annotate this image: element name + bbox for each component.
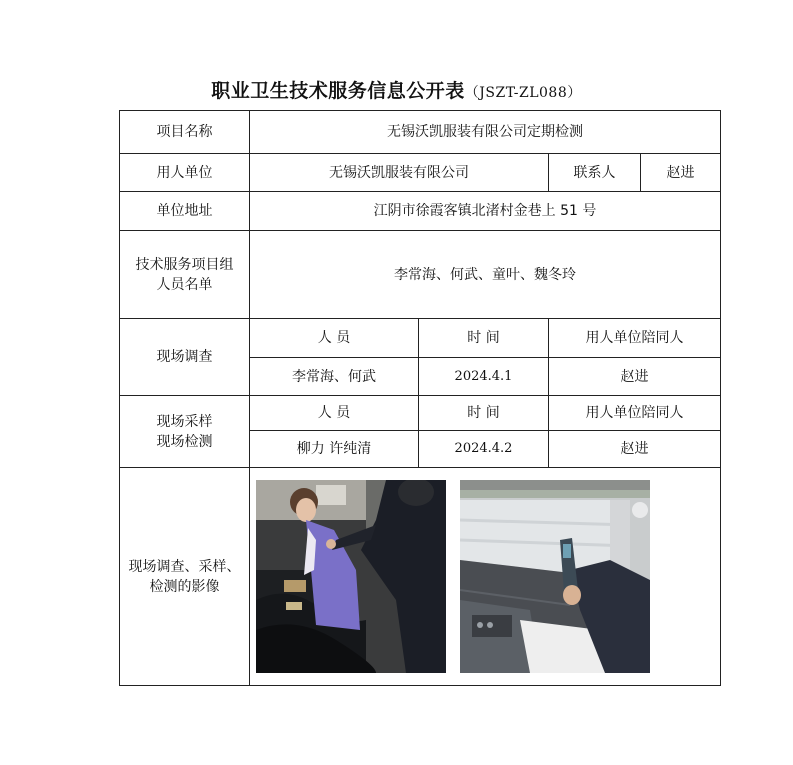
team-label-line2: 人员名单 [156, 276, 213, 293]
sampling-date: 2024.4.2 [419, 431, 549, 468]
survey-escort: 赵进 [549, 358, 721, 396]
survey-header-row [120, 319, 721, 358]
address-value: 江阴市徐霞客镇北渚村金巷上 51 号 [250, 192, 721, 231]
images-row [120, 468, 721, 686]
photo-strip [250, 480, 720, 673]
survey-label: 现场调查 [120, 319, 250, 396]
sampling-photo [460, 480, 650, 673]
sampling-label [120, 396, 250, 468]
address-row [120, 192, 721, 231]
sampling-persons: 柳力 许纯清 [250, 431, 419, 468]
employer-row [120, 154, 721, 192]
survey-photo [256, 480, 446, 673]
contact-value: 赵进 [641, 154, 721, 192]
project-label: 项目名称 [120, 111, 250, 154]
images-label-line2: 检测的影像 [149, 578, 220, 595]
project-row [120, 111, 721, 154]
sampling-header-time: 时 间 [419, 396, 549, 431]
survey-header-time: 时 间 [419, 319, 549, 358]
sampling-label-line2: 现场检测 [156, 433, 213, 450]
contact-label: 联系人 [549, 154, 641, 192]
survey-header-persons: 人 员 [250, 319, 419, 358]
employer-value: 无锡沃凯服装有限公司 [250, 154, 549, 192]
sampling-header-escort: 用人单位陪同人 [549, 396, 721, 431]
sampling-label-line1: 现场采样 [156, 413, 213, 430]
images-label [120, 468, 250, 686]
disclosure-table [119, 110, 721, 686]
sampling-header-persons: 人 员 [250, 396, 419, 431]
survey-date: 2024.4.1 [419, 358, 549, 396]
images-label-line1: 现场调查、采样、 [128, 558, 241, 575]
team-label [120, 231, 250, 319]
team-label-line1: 技术服务项目组 [135, 256, 234, 273]
images-cell [250, 468, 721, 686]
team-row [120, 231, 721, 319]
sampling-escort: 赵进 [549, 431, 721, 468]
form-title [0, 76, 793, 103]
title-text: 职业卫生技术服务信息公开表 [211, 80, 465, 102]
team-value: 李常海、何武、童叶、魏冬玲 [250, 231, 721, 319]
sampling-header-row [120, 396, 721, 431]
survey-persons: 李常海、何武 [250, 358, 419, 396]
employer-label: 用人单位 [120, 154, 250, 192]
survey-header-escort: 用人单位陪同人 [549, 319, 721, 358]
address-label: 单位地址 [120, 192, 250, 231]
project-value: 无锡沃凯服装有限公司定期检测 [250, 111, 721, 154]
title-code: （JSZT-ZL088） [464, 85, 582, 101]
